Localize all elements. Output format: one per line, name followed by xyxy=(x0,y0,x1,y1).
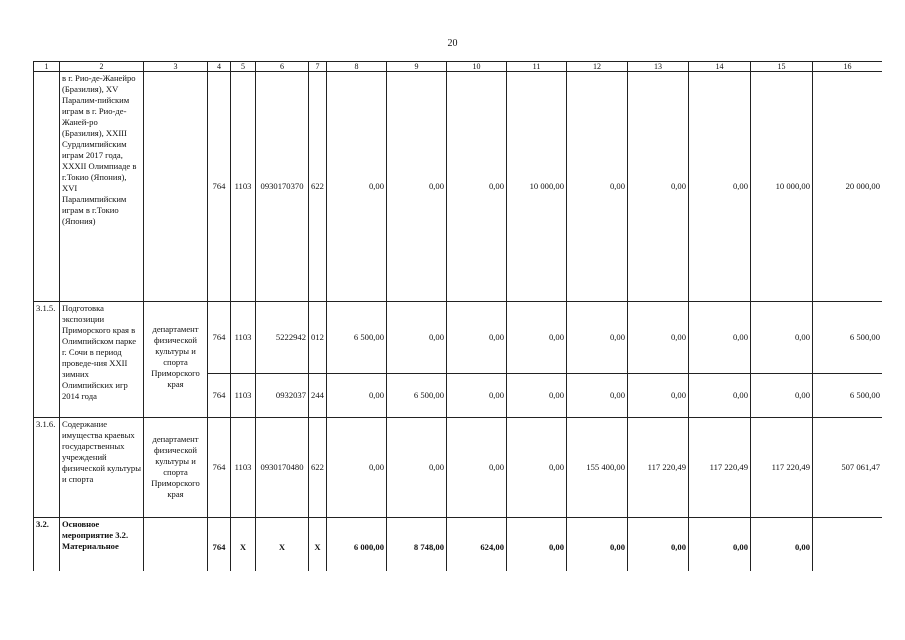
department: департамент физической культуры и спорта Приморского края xyxy=(144,418,208,518)
table-cell: 0,00 xyxy=(567,518,628,572)
header-cell: 15 xyxy=(751,62,813,72)
table-cell: 155 400,00 xyxy=(567,418,628,518)
table-cell: 6 000,00 xyxy=(327,518,387,572)
table-cell: 0,00 xyxy=(387,302,447,374)
table-cell: 0,00 xyxy=(447,72,507,302)
table-cell: 117 220,49 xyxy=(628,418,689,518)
table-cell: 0,00 xyxy=(327,72,387,302)
header-cell: 11 xyxy=(507,62,567,72)
table-row xyxy=(34,418,883,518)
table-row xyxy=(34,518,883,572)
table-cell: 6 500,00 xyxy=(813,374,883,418)
event-name: Подготовка экспозиции Приморского края в Олимпийском парке г. Сочи в период проведе-ния XXII зимних Олимпийских игр 2014 года xyxy=(60,302,144,418)
table-cell: 0,00 xyxy=(507,518,567,572)
table-cell xyxy=(813,518,883,572)
table-cell: 0,00 xyxy=(567,72,628,302)
table-cell: 0,00 xyxy=(567,302,628,374)
table-row xyxy=(34,72,883,302)
table-cell: 0,00 xyxy=(751,518,813,572)
header-cell: 4 xyxy=(208,62,231,72)
department: департамент физической культуры и спорта Приморского края xyxy=(144,302,208,418)
table-cell: 6 500,00 xyxy=(813,302,883,374)
table-cell: 8 748,00 xyxy=(387,518,447,572)
table-cell: 0,00 xyxy=(327,418,387,518)
table-cell: X xyxy=(309,518,327,572)
table-cell: 0,00 xyxy=(327,374,387,418)
table-row xyxy=(34,302,883,374)
table-cell: 622 xyxy=(309,418,327,518)
table-cell: 10 000,00 xyxy=(507,72,567,302)
table-cell: 0,00 xyxy=(628,302,689,374)
table-cell: 0,00 xyxy=(507,418,567,518)
table-cell: 0932037 xyxy=(256,374,309,418)
table-cell: 764 xyxy=(208,302,231,374)
table-cell: 244 xyxy=(309,374,327,418)
table-cell: 0,00 xyxy=(507,302,567,374)
header-cell: 7 xyxy=(309,62,327,72)
table-cell: 0,00 xyxy=(689,374,751,418)
header-cell: 6 xyxy=(256,62,309,72)
table-cell: 0,00 xyxy=(387,418,447,518)
table-cell: 0,00 xyxy=(447,302,507,374)
table-cell: 1103 xyxy=(231,374,256,418)
header-cell: 2 xyxy=(60,62,144,72)
department xyxy=(144,72,208,302)
table-cell: X xyxy=(231,518,256,572)
table-cell: 1103 xyxy=(231,72,256,302)
table-cell: X xyxy=(256,518,309,572)
table-cell: 0930170370 xyxy=(256,72,309,302)
table-cell: 0,00 xyxy=(689,518,751,572)
event-name: Основное мероприятие 3.2. Материальное xyxy=(60,518,144,572)
header-cell: 3 xyxy=(144,62,208,72)
table-cell: 5222942 xyxy=(256,302,309,374)
table-cell: 624,00 xyxy=(447,518,507,572)
header-cell: 14 xyxy=(689,62,751,72)
row-number xyxy=(34,72,60,302)
event-name: Содержание имущества краевых государственных учреждений физической культуры и спорта xyxy=(60,418,144,518)
event-name: в г. Рио-де-Жанейро (Бразилия), XV Паралим-пийским играм в г. Рио-де-Жаней-ро (Бразилия), XXIII Сурдлимпийским играм 2017 года, XXXII Олимпиаде в г.Токио (Япония), XVI Паралимпийским играм в г.Токио (Япония) xyxy=(60,72,144,302)
table-cell: 0,00 xyxy=(689,72,751,302)
table-cell: 20 000,00 xyxy=(813,72,883,302)
table-cell: 117 220,49 xyxy=(689,418,751,518)
table-cell: 6 500,00 xyxy=(327,302,387,374)
table-cell: 0,00 xyxy=(751,374,813,418)
header-cell: 13 xyxy=(628,62,689,72)
row-number: 3.1.6. xyxy=(34,418,60,518)
table-cell: 6 500,00 xyxy=(387,374,447,418)
header-cell: 16 xyxy=(813,62,883,72)
header-cell: 9 xyxy=(387,62,447,72)
table-cell: 0,00 xyxy=(628,374,689,418)
header-row xyxy=(34,62,883,72)
row-number: 3.1.5. xyxy=(34,302,60,418)
department xyxy=(144,518,208,572)
table-cell: 0,00 xyxy=(751,302,813,374)
table-cell: 764 xyxy=(208,72,231,302)
header-cell: 1 xyxy=(34,62,60,72)
table-cell: 0,00 xyxy=(507,374,567,418)
table-cell: 764 xyxy=(208,374,231,418)
table-cell: 764 xyxy=(208,418,231,518)
header-cell: 5 xyxy=(231,62,256,72)
table-cell: 1103 xyxy=(231,418,256,518)
table-cell: 117 220,49 xyxy=(751,418,813,518)
budget-table-frame xyxy=(33,61,882,571)
page-number: 20 xyxy=(447,38,458,49)
header-cell: 12 xyxy=(567,62,628,72)
table-cell: 0930170480 xyxy=(256,418,309,518)
table-cell: 0,00 xyxy=(628,518,689,572)
table-cell: 10 000,00 xyxy=(751,72,813,302)
row-number: 3.2. xyxy=(34,518,60,572)
table-cell: 0,00 xyxy=(387,72,447,302)
header-cell: 10 xyxy=(447,62,507,72)
table-cell: 507 061,47 xyxy=(813,418,883,518)
table-cell: 0,00 xyxy=(447,418,507,518)
table-cell: 622 xyxy=(309,72,327,302)
table-cell: 1103 xyxy=(231,302,256,374)
table-cell: 0,00 xyxy=(567,374,628,418)
table-cell: 764 xyxy=(208,518,231,572)
table-cell: 012 xyxy=(309,302,327,374)
table-cell: 0,00 xyxy=(447,374,507,418)
budget-table xyxy=(33,61,882,571)
table-cell: 0,00 xyxy=(628,72,689,302)
table-cell: 0,00 xyxy=(689,302,751,374)
header-cell: 8 xyxy=(327,62,387,72)
